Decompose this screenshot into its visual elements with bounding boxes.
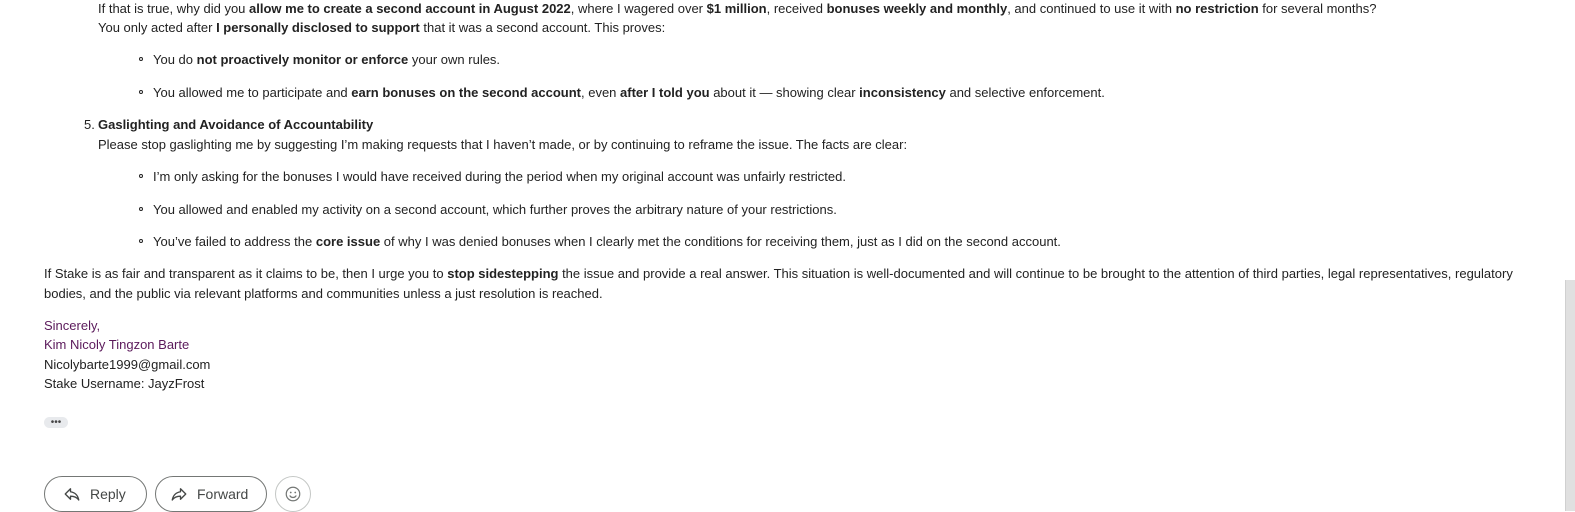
reply-icon <box>63 485 81 503</box>
smiley-icon <box>284 485 302 503</box>
bullet-icon <box>139 57 143 61</box>
list-item: You do not proactively monitor or enforce your own rules. <box>44 50 500 70</box>
closing-paragraph: If Stake is as fair and transparent as it claims to be, then I urge you to stop sidestepping the issue and provide a real answer. This situation is well-documented and will continue to be brought to the attention of third parties, legal representatives, regulatory bodies, and the public via relevant platforms and communities unless a just resolution is reached. <box>44 266 1513 301</box>
forward-button[interactable] <box>155 476 267 512</box>
bullet-icon <box>139 239 143 243</box>
signature-email: Nicolybarte1999@gmail.com <box>44 357 211 372</box>
body-line-disclosure: You only acted after I personally disclosed to support that it was a second account. This proves: <box>98 20 666 35</box>
show-trimmed-content-button[interactable]: ••• <box>44 417 68 428</box>
signature-sincerely: Sincerely, <box>44 318 101 333</box>
scrollbar[interactable] <box>1565 280 1575 511</box>
bullet-icon <box>139 174 143 178</box>
list-item: I’m only asking for the bonuses I would have received during the period when my original account was unfairly restricted. <box>44 167 846 187</box>
forward-label: Forward <box>197 486 249 502</box>
list-item: You’ve failed to address the core issue of why I was denied bonuses when I clearly met the conditions for receiving them, just as I did on the second account. <box>44 232 1061 252</box>
emoji-reaction-button[interactable] <box>275 476 311 512</box>
section-heading: 5. Gaslighting and Avoidance of Accountability <box>84 117 374 132</box>
signature-name: Kim Nicoly Tingzon Barte <box>44 337 190 352</box>
list-item: You allowed and enabled my activity on a second account, which further proves the arbitrary nature of your restrictions. <box>44 200 837 220</box>
signature-username: Stake Username: JayzFrost <box>44 376 205 391</box>
forward-icon <box>170 485 188 503</box>
reply-button[interactable] <box>44 476 147 512</box>
reply-label: Reply <box>90 486 126 502</box>
list-item: You allowed me to participate and earn bonuses on the second account, even after I told you about it — showing clear inconsistency and selective enforcement. <box>44 83 1105 103</box>
body-line-second-account: If that is true, why did you allow me to create a second account in August 2022, where I wagered over $1 million, received bonuses weekly and monthly, and continued to use it with no restriction for several months? <box>98 1 1377 16</box>
section-intro: Please stop gaslighting me by suggesting I’m making requests that I haven’t made, or by continuing to reframe the issue. The facts are clear: <box>98 137 908 152</box>
bullet-icon <box>139 207 143 211</box>
bullet-icon <box>139 90 143 94</box>
